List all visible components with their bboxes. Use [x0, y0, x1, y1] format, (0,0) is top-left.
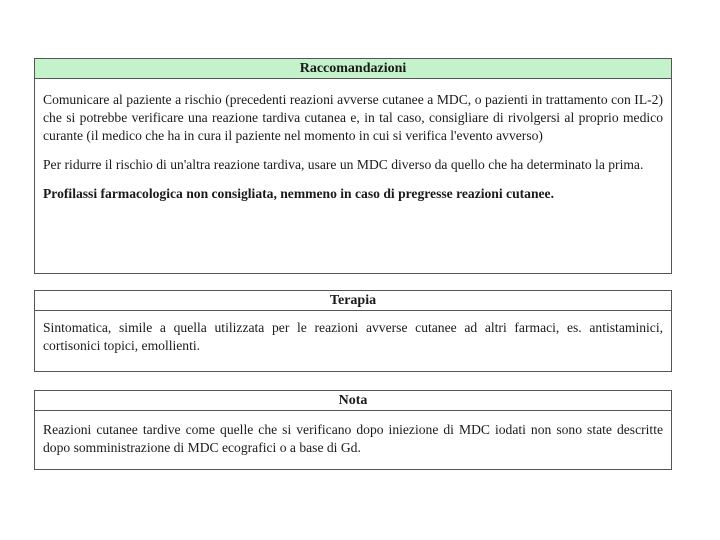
- raccomandazioni-paragraph-1: Comunicare al paziente a rischio (precedenti reazioni avverse cutanee a MDC, o pazienti in trattamento con IL-2) che si potrebbe verificare una reazione tardiva cutanea e, in tal caso, consigliare di rivolgersi al proprio medico curante (il medico che ha in cura il paziente nel momento in cui si verifica l'evento avverso): [43, 92, 663, 143]
- nota-title: Nota: [35, 391, 671, 411]
- raccomandazioni-paragraph-3: Profilassi farmacologica non consigliata, nemmeno in caso di pregresse reazioni cutanee.: [43, 186, 554, 201]
- nota-text: Reazioni cutanee tardive come quelle che si verificano dopo iniezione di MDC iodati non sono state descritte dopo somministrazione di MDC ecografici o a base di Gd.: [43, 422, 663, 455]
- nota-body: [35, 411, 671, 463]
- terapia-box: [34, 290, 672, 372]
- nota-box: [34, 390, 672, 470]
- raccomandazioni-box: [34, 58, 672, 274]
- raccomandazioni-body: [35, 79, 671, 209]
- terapia-body: [35, 311, 671, 361]
- terapia-text: Sintomatica, simile a quella utilizzata per le reazioni avverse cutanee ad altri farmaci, es. antistaminici, cortisonici topici, emollienti.: [43, 320, 663, 353]
- raccomandazioni-paragraph-2: Per ridurre il rischio di un'altra reazione tardiva, usare un MDC diverso da quello che ha determinato la prima.: [43, 157, 644, 172]
- raccomandazioni-title: Raccomandazioni: [35, 59, 671, 79]
- terapia-title: Terapia: [35, 291, 671, 311]
